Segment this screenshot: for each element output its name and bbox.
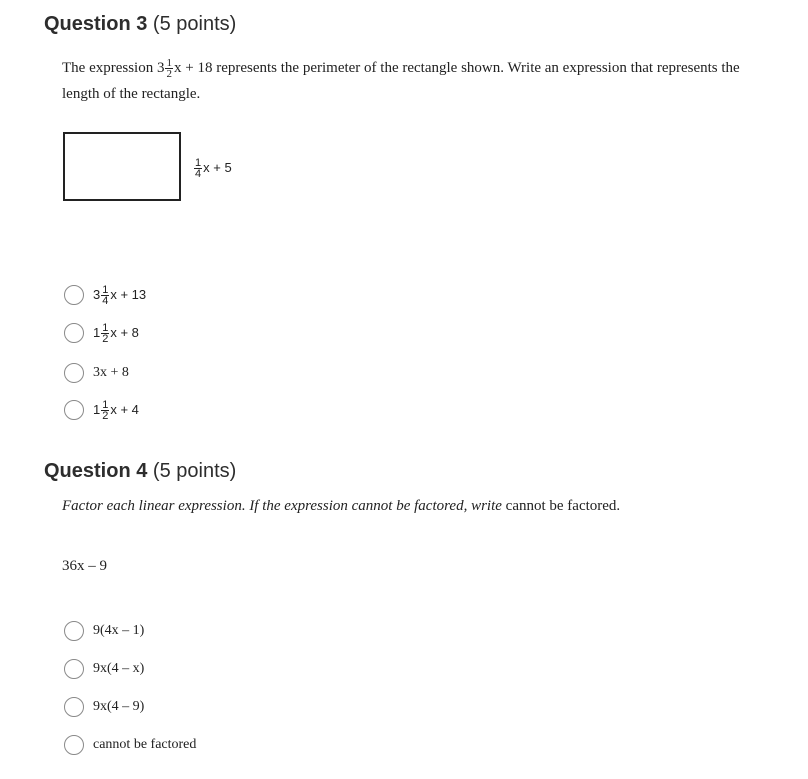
q4-option-2[interactable] <box>64 657 144 681</box>
q4-option-4[interactable] <box>64 733 196 757</box>
radio-button[interactable] <box>64 621 84 641</box>
option-label: 9(4x – 1) <box>93 623 145 638</box>
radio-button[interactable] <box>64 285 84 305</box>
option-label: 1 $\frac{1}{2}$ x + 4 <box>93 398 139 422</box>
option-label: 3x + 8 <box>93 365 129 380</box>
radio-button[interactable] <box>64 735 84 755</box>
question-3-prompt: The expression 3 $\frac{1}{2}$ x + 18 represents the perimeter of the rectangle shown. Write an expression that represents the length of the rectangle. <box>62 57 740 102</box>
option-label: 3 $\frac{1}{4}$ x + 13 <box>93 283 147 307</box>
question-points: (5 points) <box>152 13 237 35</box>
question-4-title <box>44 460 236 483</box>
question-number: Question 4 <box>44 460 148 482</box>
q3-option-1[interactable] <box>64 283 146 307</box>
fraction: $\frac{1}{2}$ <box>166 57 172 81</box>
question-number: Question 3 <box>44 13 148 35</box>
radio-button[interactable] <box>64 363 84 383</box>
q3-option-3[interactable] <box>64 361 129 385</box>
q3-option-4[interactable] <box>64 398 139 422</box>
q4-option-1[interactable] <box>64 619 144 643</box>
q4-option-3[interactable] <box>64 695 144 719</box>
radio-button[interactable] <box>64 400 84 420</box>
question-4-expression: 36x – 9 <box>62 558 107 574</box>
question-points: (5 points) <box>152 460 237 482</box>
radio-button[interactable] <box>64 323 84 343</box>
rectangle-figure <box>63 132 181 201</box>
radio-button[interactable] <box>64 697 84 717</box>
q3-option-2[interactable] <box>64 321 139 345</box>
option-label: cannot be factored <box>93 737 197 752</box>
option-label: 9x(4 – 9) <box>93 699 145 714</box>
question-3-title <box>44 13 236 36</box>
option-label: 9x(4 – x) <box>93 661 145 676</box>
question-4-instructions: Factor each linear expression. If the expression cannot be factored, write cannot be factored. <box>62 498 621 514</box>
radio-button[interactable] <box>64 659 84 679</box>
option-label: 1 $\frac{1}{2}$ x + 8 <box>93 321 139 345</box>
rectangle-side-label: $\frac{1}{4}$ x + 5 <box>195 157 232 180</box>
